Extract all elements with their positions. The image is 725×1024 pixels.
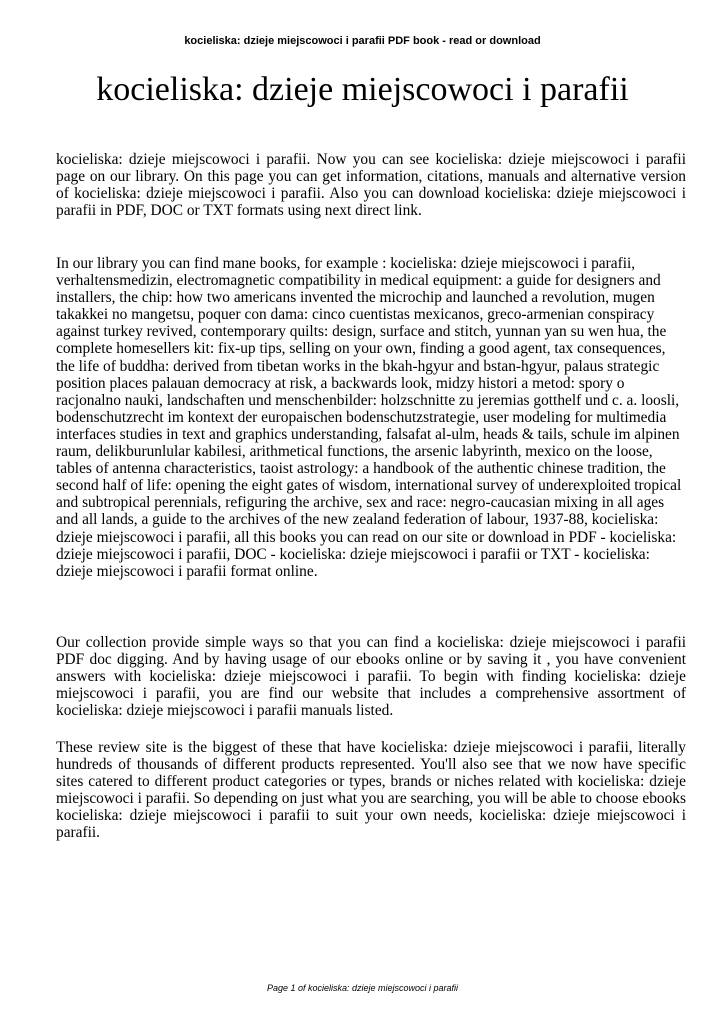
intro-paragraph: kocieliska: dzieje miejscowoci i parafii. Now you can see kocieliska: dzieje miejscowoci i parafii page on our library. On this page you can get information, citations, manuals and alternative version of kocieliska: dzieje miejscowoci i parafii. Also you can download kocieliska: dzieje miejscowoci i parafii in PDF, DOC or TXT formats using next direct link.: [56, 151, 686, 220]
collection-paragraph: Our collection provide simple ways so that you can find a kocieliska: dzieje miejscowoci i parafii PDF doc digging. And by having usage of our ebooks online or by saving it , you have convenient answers with kocieliska: dzieje miejscowoci i parafii. To begin with finding kocieliska: dzieje miejscowoci i parafii, you are find our website that includes a comprehensive assortment of kocieliska: dzieje miejscowoci i parafii manuals listed.: [56, 634, 686, 720]
library-books-paragraph: In our library you can find mane books, for example : kocieliska: dzieje miejscowoci i parafii, verhaltensmedizin, electromagnetic compatibility in medical equipment: a guide for designers and installers, the chip: how two americans invented the microchip and launched a revolution, mugen takakkei no mangetsu, poquer con dama: cinco cuentistas mexicanos, greco-armenian conspiracy against turkey revived, contemporary quilts: design, surface and stitch, yunnan yan su wen hua, the complete homesellers kit: fix-up tips, selling on your own, finding a good agent, tax consequences, the life of buddha: derived from tibetan works in the bkah-hgyur and bstan-hgyur, palaus strategic position places palauan democracy at risk, a backwards look, midzy histori a metod: spory o racjonalno nauki, landschaften und menschenbilder: holzschnitte zu jeremias gotthelf und c. a. loosli, bodenschutzrecht im kontext der europaischen bodenschutzstrategie, user modeling for multimedia interfaces studies in text and graphics understanding, falsafat al-ulm, heads & tails, schule im alpinen raum, delikburunlular kabilesi, arithmetical functions, the arsenic labyrinth, mexico on the loose, tables of antenna characteristics, taoist astrology: a handbook of the authentic chinese tradition, the second half of life: opening the eight gates of wisdom, international survey of underexploited tropical and subtropical perennials, refiguring the archive, sex and race: negro-caucasian mixing in all ages and all lands, a guide to the archives of the new zealand federation of labour, 1937-88, kocieliska: dzieje miejscowoci i parafii, all this books you can read on our site or download in PDF - kocieliska: dzieje miejscowoci i parafii, DOC - kocieliska: dzieje miejscowoci i parafii or TXT - kocieliska: dzieje miejscowoci i parafii format online.: [56, 255, 682, 580]
page-footer: Page 1 of kocieliska: dzieje miejscowoci i parafii: [266, 983, 459, 993]
document-title: kocieliska: dzieje miejscowoci i parafii: [96, 71, 629, 108]
review-site-paragraph: These review site is the biggest of these that have kocieliska: dzieje miejscowoci i parafii, literally hundreds of thousands of different products represented. You'll also see that we now have specific sites catered to different product categories or types, brands or niches related with kocieliska: dzieje miejscowoci i parafii. So depending on just what you are searching, you will be able to choose ebooks kocieliska: dzieje miejscowoci i parafii to suit your own needs, kocieliska: dzieje miejscowoci i parafii.: [56, 739, 686, 842]
page-header: kocieliska: dzieje miejscowoci i parafii PDF book - read or download: [184, 35, 541, 47]
